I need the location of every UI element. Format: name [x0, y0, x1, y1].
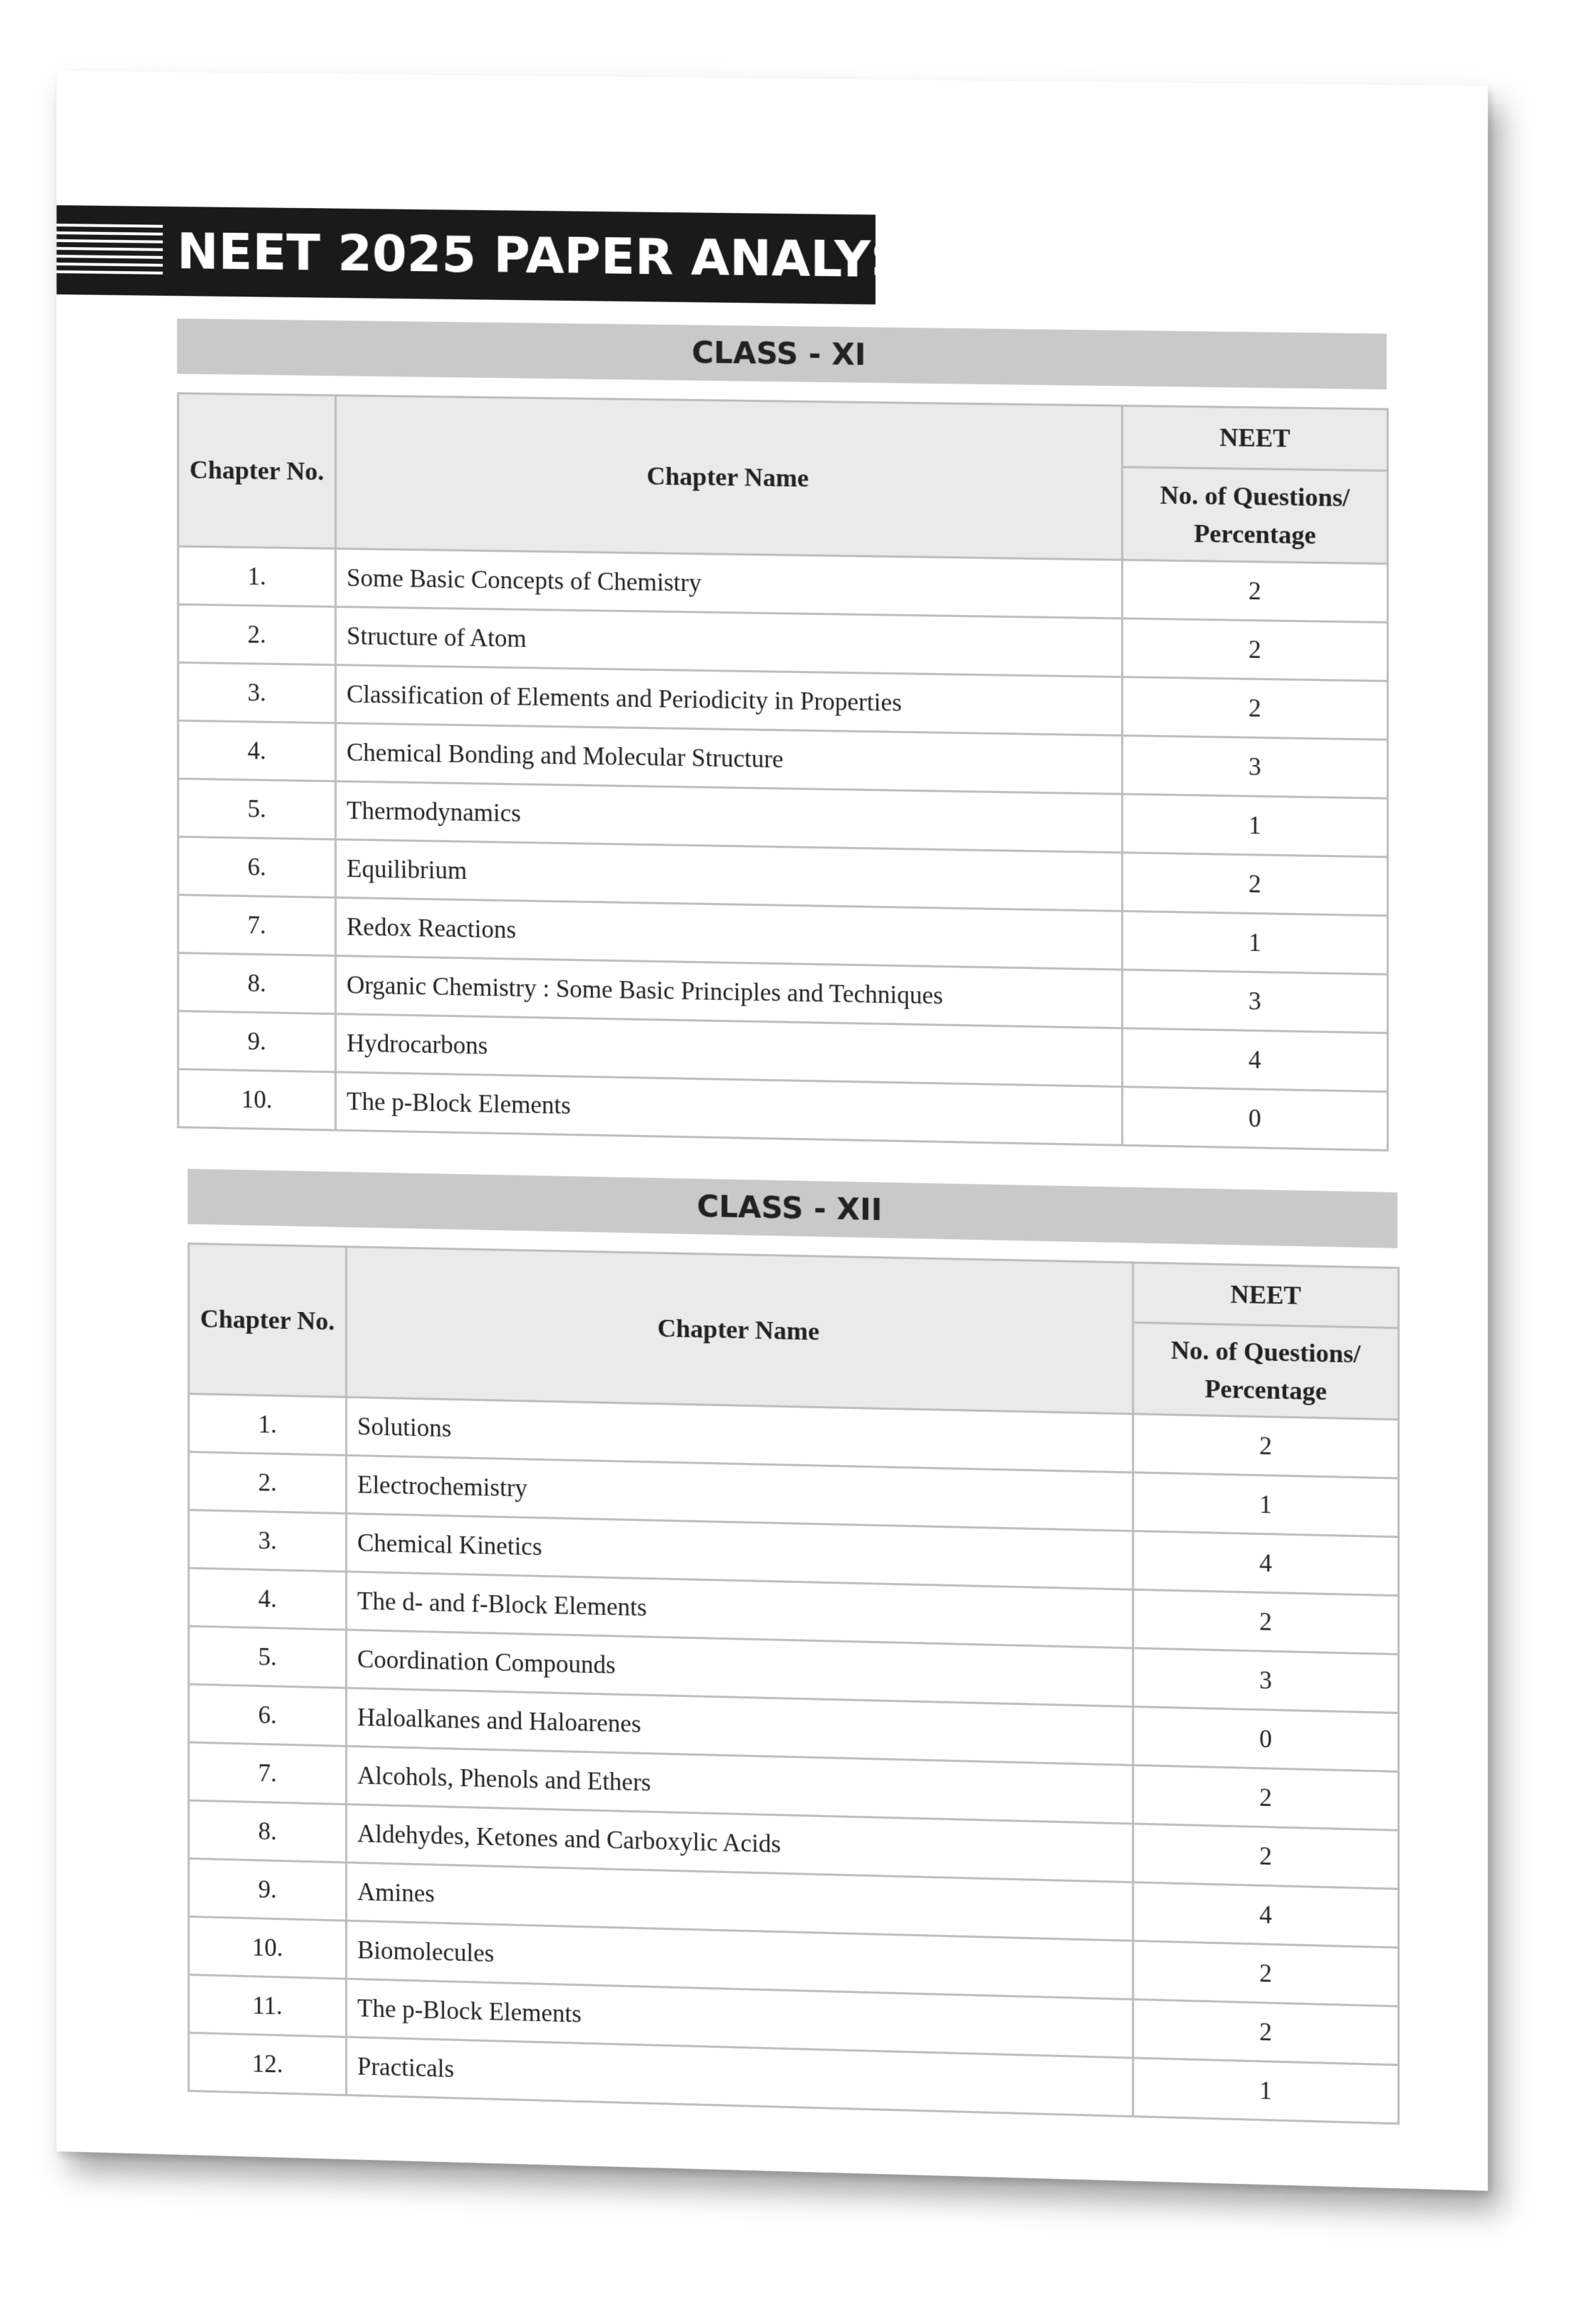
- chapter-name: Equilibrium: [335, 839, 1122, 911]
- chapter-name: Coordination Compounds: [346, 1630, 1133, 1707]
- class-xii-table: [188, 1243, 1399, 2125]
- chapter-number: 6.: [178, 836, 336, 897]
- question-count: 4: [1133, 1531, 1398, 1595]
- chapter-number: 11.: [189, 1974, 347, 2037]
- question-count: 2: [1122, 853, 1388, 916]
- question-count: 2: [1133, 1999, 1398, 2065]
- chapter-number: 9.: [178, 1011, 336, 1072]
- chapter-number: 7.: [178, 894, 336, 955]
- chapter-name: The d- and f-Block Elements: [346, 1572, 1133, 1648]
- question-count: 2: [1133, 1414, 1398, 1478]
- question-count: 3: [1122, 970, 1388, 1033]
- question-count: 2: [1133, 1940, 1398, 2006]
- chapter-name: Thermodynamics: [335, 781, 1122, 853]
- chapter-name: Amines: [346, 1863, 1133, 1941]
- question-count: 1: [1122, 794, 1388, 857]
- chapter-name: Chemical Kinetics: [346, 1514, 1133, 1590]
- page-title: NEET 2025 PAPER ANALYSIS: [177, 222, 962, 290]
- questions-header-line2: Percentage: [1205, 1374, 1327, 1405]
- chapter-number: 6.: [189, 1684, 347, 1746]
- chapter-number: 2.: [189, 1452, 347, 1514]
- document-page: [57, 71, 1488, 2191]
- chapter-number: 10.: [189, 1916, 347, 1979]
- chapter-number: 12.: [189, 2032, 347, 2095]
- chapter-number: 7.: [189, 1742, 347, 1805]
- questions-header: [1133, 1323, 1398, 1420]
- chapter-name: The p-Block Elements: [335, 1072, 1122, 1145]
- chapter-name: Redox Reactions: [335, 897, 1122, 970]
- chapter-number: 9.: [189, 1858, 347, 1921]
- chapter-number: 1.: [189, 1393, 347, 1455]
- chapter-number: 3.: [178, 662, 336, 723]
- chapter-name: Chemical Bonding and Molecular Structure: [335, 723, 1122, 794]
- class-xii-heading: CLASS - XII: [188, 1169, 1397, 1248]
- banner-stripes-decoration: [57, 224, 163, 279]
- question-count: 4: [1133, 1882, 1398, 1948]
- chapter-number: 1.: [178, 546, 336, 606]
- chapter-no-header: Chapter No.: [189, 1243, 347, 1397]
- chapter-number: 5.: [189, 1626, 347, 1688]
- question-count: 2: [1122, 619, 1388, 681]
- chapter-number: 4.: [189, 1568, 347, 1630]
- question-count: 2: [1133, 1765, 1398, 1830]
- title-banner: [57, 205, 962, 304]
- chapter-name: Some Basic Concepts of Chemistry: [335, 548, 1122, 619]
- chapter-name: Structure of Atom: [335, 606, 1122, 677]
- chapter-name: Solutions: [346, 1397, 1133, 1472]
- chapter-name: Alcohols, Phenols and Ethers: [346, 1746, 1133, 1824]
- chapter-no-header: Chapter No.: [178, 393, 336, 548]
- chapter-name-header: Chapter Name: [346, 1247, 1133, 1414]
- chapter-number: 5.: [178, 778, 336, 839]
- class-xi-table: [177, 392, 1389, 1151]
- chapter-name: Aldehydes, Ketones and Carboxylic Acids: [346, 1805, 1133, 1882]
- questions-header: [1122, 467, 1388, 564]
- chapter-name: Haloalkanes and Haloarenes: [346, 1688, 1133, 1765]
- chapter-name: Biomolecules: [346, 1921, 1133, 1999]
- question-count: 3: [1122, 735, 1388, 798]
- question-count: 0: [1122, 1087, 1388, 1151]
- chapter-name: Classification of Elements and Periodicity in Properties: [335, 665, 1122, 736]
- question-count: 1: [1122, 911, 1388, 974]
- chapter-number: 2.: [178, 604, 336, 665]
- chapter-name: Practicals: [346, 2037, 1133, 2116]
- question-count: 2: [1122, 560, 1388, 622]
- neet-header: NEET: [1133, 1262, 1398, 1328]
- question-count: 1: [1133, 1473, 1398, 1537]
- question-count: 2: [1133, 1824, 1398, 1889]
- questions-header-line2: Percentage: [1193, 519, 1316, 549]
- question-count: 1: [1133, 2058, 1398, 2124]
- question-count: 0: [1133, 1707, 1398, 1772]
- chapter-name-header: Chapter Name: [335, 396, 1122, 560]
- chapter-number: 4.: [178, 720, 336, 781]
- question-count: 2: [1133, 1589, 1398, 1654]
- question-count: 4: [1122, 1028, 1388, 1092]
- neet-header: NEET: [1122, 405, 1388, 471]
- chapter-name: Hydrocarbons: [335, 1014, 1122, 1087]
- class-xi-heading: CLASS - XI: [177, 318, 1386, 389]
- questions-header-line1: No. of Questions/: [1171, 1335, 1361, 1369]
- chapter-number: 8.: [189, 1800, 347, 1863]
- question-count: 3: [1133, 1648, 1398, 1713]
- questions-header-line1: No. of Questions/: [1160, 481, 1350, 512]
- chapter-number: 3.: [189, 1510, 347, 1572]
- chapter-name: Organic Chemistry : Some Basic Principles and Techniques: [335, 955, 1122, 1028]
- question-count: 2: [1122, 677, 1388, 740]
- chapter-name: Electrochemistry: [346, 1455, 1133, 1531]
- chapter-number: 10.: [178, 1069, 336, 1130]
- chapter-number: 8.: [178, 953, 336, 1014]
- chapter-name: The p-Block Elements: [346, 1979, 1133, 2058]
